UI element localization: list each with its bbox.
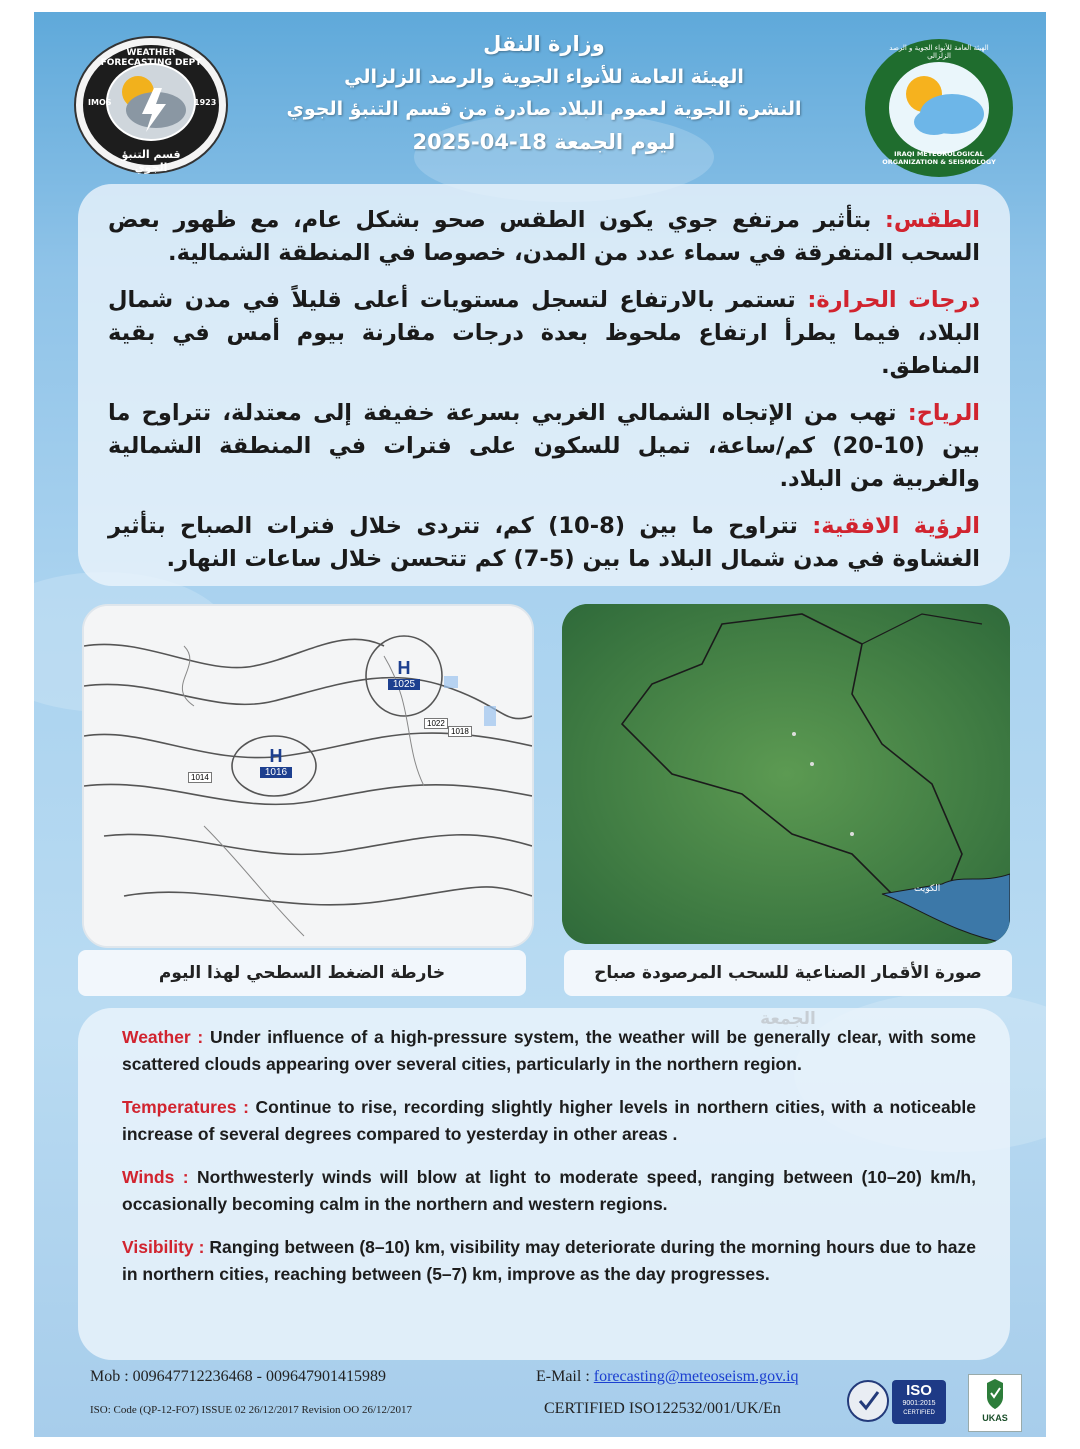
arabic-weather-text: بتأثير مرتفع جوي يكون الطقس صحو بشكل عام، مع ظهور بعض السحب المتفرقة في سماء عدد من المدن، خصوصا في المنطقة الشمالية.	[108, 207, 980, 266]
iso-badge-text: ISO	[906, 1382, 932, 1399]
english-forecast-panel	[78, 1008, 1010, 1360]
iso-certification-badge	[846, 1370, 950, 1432]
footer-certified: CERTIFIED ISO122532/001/UK/En	[544, 1400, 781, 1417]
iso-badge-sub: 9001:2015	[902, 1400, 936, 1407]
arabic-visibility-text: تتراوح ما بين (8-10) كم، تتردى خلال فترات الصباح بتأثير الغشاوة في مدن شمال البلاد ما بين (5-7) كم تتحسن خلال ساعات النهار.	[108, 513, 980, 572]
iso-badge-cert: CERTIFIED	[903, 1410, 935, 1416]
english-visibility-text: Ranging between (8–10) km, visibility may deteriorate during the morning hours due to haze in northern cities, reaching between (5–7) km, improve as the day progresses.	[122, 1237, 976, 1284]
footer-iso-code: ISO: Code (QP-12-FO7) ISSUE 02 26/12/2017 Revision OO 26/12/2017	[90, 1404, 413, 1416]
arabic-visibility-label: الرؤية الافقية:	[812, 513, 981, 539]
logo-arc-text: الهيئة العامة للأنواء الجوية و الرصد الزلزالي	[889, 44, 989, 60]
isobar-label: 1014	[188, 772, 212, 783]
english-winds-label: Winds :	[122, 1167, 198, 1187]
arabic-temperature-paragraph	[108, 284, 980, 383]
city-label-kuwait: الكويت	[914, 884, 941, 894]
english-visibility-paragraph	[122, 1234, 976, 1288]
logo-bottom-text: IRAQI METEOROLOGICAL ORGANIZATION & SEISMOLOGY	[882, 150, 996, 166]
footer-email-line	[536, 1368, 799, 1386]
bulletin-title: النشرة الجوية لعموم البلاد صادرة من قسم التنبؤ الجوي	[286, 98, 802, 120]
ministry-title: وزارة النقل	[483, 32, 605, 56]
high-value: 1025	[388, 679, 420, 690]
english-weather-paragraph	[122, 1024, 976, 1078]
surface-pressure-map	[82, 604, 534, 948]
english-temperature-paragraph	[122, 1094, 976, 1148]
logo-top-text: WEATHER FORECASTING DEPT	[100, 48, 202, 68]
pressure-map-caption: خارطة الضغط السطحي لهذا اليوم	[78, 950, 526, 996]
high-pressure-center-2	[260, 746, 292, 778]
arabic-winds-paragraph	[108, 397, 980, 496]
english-temperature-label: Temperatures :	[122, 1097, 256, 1117]
arabic-weather-paragraph	[108, 204, 980, 270]
arabic-winds-text: تهب من الإتجاه الشمالي الغربي بسرعة خفيفة إلى معتدلة، تتراوح ما بين (10-20) كم/ساعة، تميل للسكون على فترات في المنطقة الشمالية والغربية من البلاد.	[108, 400, 980, 492]
bulletin-date: ليوم الجمعة 18-04-2025	[412, 130, 676, 154]
arabic-temperature-label: درجات الحرارة:	[807, 287, 980, 313]
logo-left-text: IMOS	[88, 98, 112, 107]
high-value: 1016	[260, 767, 292, 778]
email-label: E-Mail :	[536, 1368, 594, 1385]
ukas-text: UKAS	[982, 1413, 1008, 1423]
organization-title: الهيئة العامة للأنواء الجوية والرصد الزلزالي	[344, 66, 744, 88]
high-symbol: H	[269, 746, 283, 766]
isobar-label: 1018	[448, 726, 472, 737]
email-link[interactable]: forecasting@meteoseism.gov.iq	[593, 1368, 799, 1385]
logo-right-text: 1923	[194, 98, 217, 107]
english-winds-text: Northwesterly winds will blow at light to moderate speed, ranging between (10–20) km/h, occasionally becoming calm in the northern and western regions.	[122, 1167, 976, 1214]
satellite-caption: صورة الأقمار الصناعية للسحب المرصودة صباح	[564, 950, 1012, 996]
high-symbol: H	[397, 658, 411, 678]
footer	[90, 1368, 866, 1437]
arabic-temperature-text: تستمر بالارتفاع لتسجل مستويات أعلى قليلاً في مدن شمال البلاد، فيما يطرأ ارتفاع ملحوظ بعدة درجات مقارنة بيوم أمس في بقية المناطق.	[108, 287, 980, 379]
satellite-image	[562, 604, 1010, 944]
arabic-weather-label: الطقس:	[884, 207, 980, 233]
english-winds-paragraph	[122, 1164, 976, 1218]
english-weather-label: Weather :	[122, 1027, 210, 1047]
english-temperature-text: Continue to rise, recording slightly higher levels in northern cities, with a noticeable increase of several degrees compared to yesterday in other areas .	[122, 1097, 976, 1144]
imos-logo	[864, 38, 1014, 178]
arabic-visibility-paragraph	[108, 510, 980, 576]
high-pressure-center-1	[388, 658, 420, 690]
isobar-label: 1022	[424, 718, 448, 729]
forecasting-dept-logo	[74, 36, 228, 174]
logo-bottom-text: قسم التنبؤ الجوي	[121, 148, 181, 174]
ukas-badge	[968, 1374, 1022, 1432]
footer-mobile: Mob : 009647712236468 - 009647901415989	[90, 1368, 386, 1385]
english-visibility-label: Visibility :	[122, 1237, 210, 1257]
english-weather-text: Under influence of a high-pressure system, the weather will be generally clear, with some scattered clouds appearing over several cities, particularly in the northern region.	[122, 1027, 976, 1074]
arabic-forecast-panel	[78, 184, 1010, 586]
arabic-winds-label: الرياح:	[907, 400, 980, 426]
bulletin-page	[34, 12, 1046, 1437]
